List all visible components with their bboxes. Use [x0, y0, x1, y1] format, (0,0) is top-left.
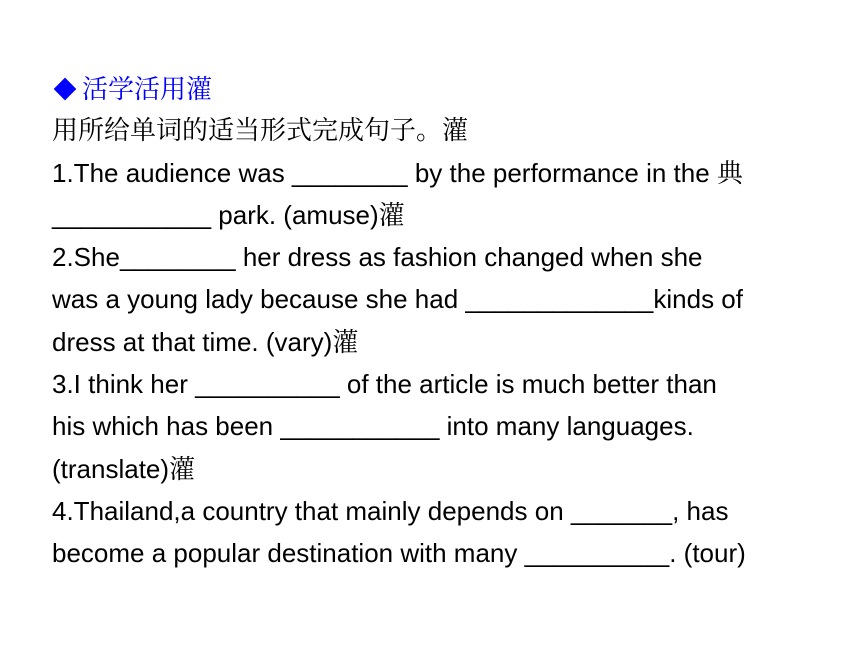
sentence-line-4: [52, 279, 842, 321]
line-text: 4.Thailand,a country that mainly depends on _______, has: [52, 495, 729, 526]
exercise-content: [52, 70, 842, 576]
line-artifact-char: 灌: [169, 454, 196, 485]
instruction-line: [52, 111, 842, 152]
sentence-line-6: [52, 364, 842, 406]
sentence-line-8: [52, 449, 842, 491]
line-text: his which has been ___________ into many languages.: [52, 411, 694, 442]
section-heading: [52, 70, 842, 111]
line-text: 2.She________ her dress as fashion changed when she: [52, 242, 703, 273]
sentence-line-2: [52, 195, 842, 237]
line-text: ___________ park. (amuse): [52, 199, 379, 230]
line-text: dress at that time. (vary): [52, 326, 333, 357]
instruction-text: 用所给单词的适当形式完成句子。: [52, 116, 443, 147]
line-text: become a popular destination with many __________. (tour): [52, 538, 746, 569]
instruction-artifact-char: 灌: [442, 116, 469, 147]
line-artifact-char: 灌: [378, 200, 405, 231]
sentence-line-3: [52, 237, 842, 279]
sentence-line-7: [52, 406, 842, 448]
line-text: (translate): [52, 453, 170, 484]
section-heading-text: 活学活用: [82, 75, 187, 105]
sentence-line-1: [52, 153, 842, 195]
sentence-line-10: [52, 533, 842, 575]
line-text: 3.I think her __________ of the article is much better than: [52, 369, 717, 400]
line-text: 1.The audience was ________ by the performance in the: [52, 157, 717, 188]
diamond-icon: [54, 78, 77, 101]
line-text: was a young lady because she had _____________kinds of: [52, 284, 743, 315]
sentence-line-9: [52, 491, 842, 533]
line-artifact-char: 典: [716, 158, 743, 189]
line-artifact-char: 灌: [332, 327, 359, 358]
heading-artifact-char: 灌: [186, 75, 213, 105]
sentence-line-5: [52, 322, 842, 364]
